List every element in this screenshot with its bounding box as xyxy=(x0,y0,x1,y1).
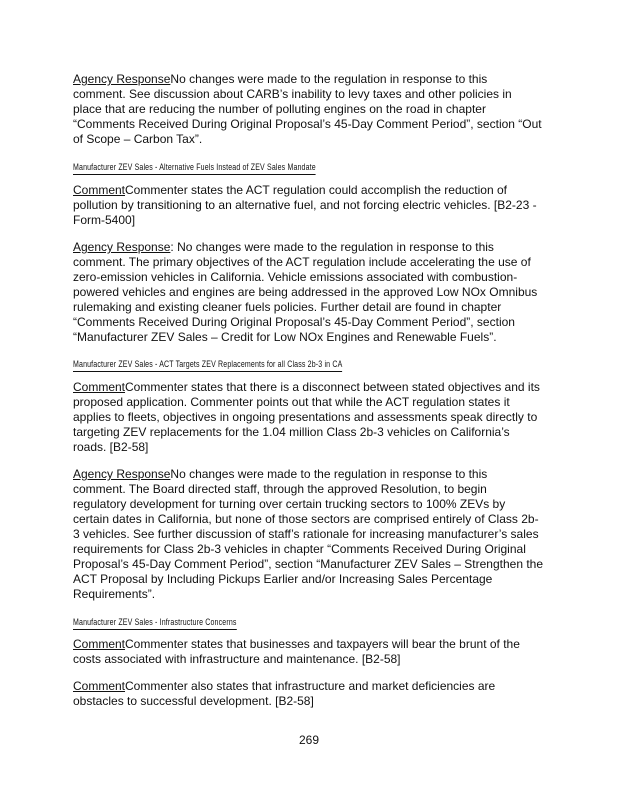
block-text: Commenter states that there is a disconnect between stated objectives and its proposed application. Commenter points out that while the ACT regulation states it applies to fleets, objectives in ongoing presentations and assessments speak directly to targeting ZEV replacements for the 1.04 million Class 2b-3 vehicles on California’s roads. [B2-58] xyxy=(73,380,540,454)
block-text: No changes were made to the regulation in response to this comment. The Board directed staff, through the approved Resolution, to begin regulatory development for turning over certain trucking sectors to 100% ZEVs by certain dates in California, but none of those sectors are comprised entirely of Class 2b-3 vehicles. See further discussion of staff’s rationale for increasing manufacturer’s sales requirements for Class 2b-3 vehicles in chapter “Comments Received During Original Proposal’s 45-Day Comment Period”, section “Manufacturer ZEV Sales – Strengthen the ACT Proposal by Including Pickups Earlier and/or Increasing Sales Percentage Requirements”. xyxy=(73,467,544,601)
block-label: Comment xyxy=(73,183,126,197)
comment-deficiencies xyxy=(73,679,543,709)
comment-costs xyxy=(73,637,543,667)
block-text: Commenter states that businesses and taxpayers will bear the brunt of the costs associated with infrastructure and maintenance. [B2-58] xyxy=(73,637,520,666)
block-text: No changes were made to the regulation in response to this comment. See discussion about CARB’s inability to levy taxes and other policies in place that are reducing the number of polluting engines on the road in chapter “Comments Received During Original Proposal’s 45-Day Comment Period”, section “Out of Scope – Carbon Tax”. xyxy=(73,72,542,146)
agency-response-carbon-tax xyxy=(73,72,543,147)
page-number: 269 xyxy=(298,733,320,747)
block-label: Agency Response xyxy=(73,72,171,86)
block-label: Comment xyxy=(73,637,126,651)
section-heading-infrastructure: Manufacturer ZEV Sales - Infrastructure Concerns xyxy=(73,617,237,630)
section-heading-act-targets: Manufacturer ZEV Sales - ACT Targets ZEV Replacements for all Class 2b-3 in CA xyxy=(73,359,342,372)
block-text: : No changes were made to the regulation in response to this comment. The primary objectives of the ACT regulation include accelerating the use of zero-emission vehicles in California. Vehicle emissions associated with combustion-powered vehicles and engines are being addressed in the approved Low NOx Omnibus rulemaking and existing cleaner fuels policies. Further detail are found in chapter “Comments Received During Original Proposal’s 45-Day Comment Period”, section “Manufacturer ZEV Sales – Credit for Low NOx Engines and Renewable Fuels”. xyxy=(73,240,538,344)
section-heading-alternative-fuels: Manufacturer ZEV Sales - Alternative Fuels Instead of ZEV Sales Mandate xyxy=(73,162,316,175)
block-text: Commenter states the ACT regulation could accomplish the reduction of pollution by transitioning to an alternative fuel, and not forcing electric vehicles. [B2-23 - Form-5400] xyxy=(73,183,537,227)
block-label: Agency Response xyxy=(73,240,171,254)
agency-response-board-directed xyxy=(73,467,543,602)
comment-disconnect xyxy=(73,380,543,455)
block-label: Comment xyxy=(73,380,126,394)
block-label: Agency Response xyxy=(73,467,171,481)
agency-response-alternative-fuel xyxy=(73,240,543,345)
comment-alternative-fuel xyxy=(73,183,543,228)
block-text: Commenter also states that infrastructure and market deficiencies are obstacles to successful development. [B2-58] xyxy=(73,679,496,708)
block-label: Comment xyxy=(73,679,126,693)
